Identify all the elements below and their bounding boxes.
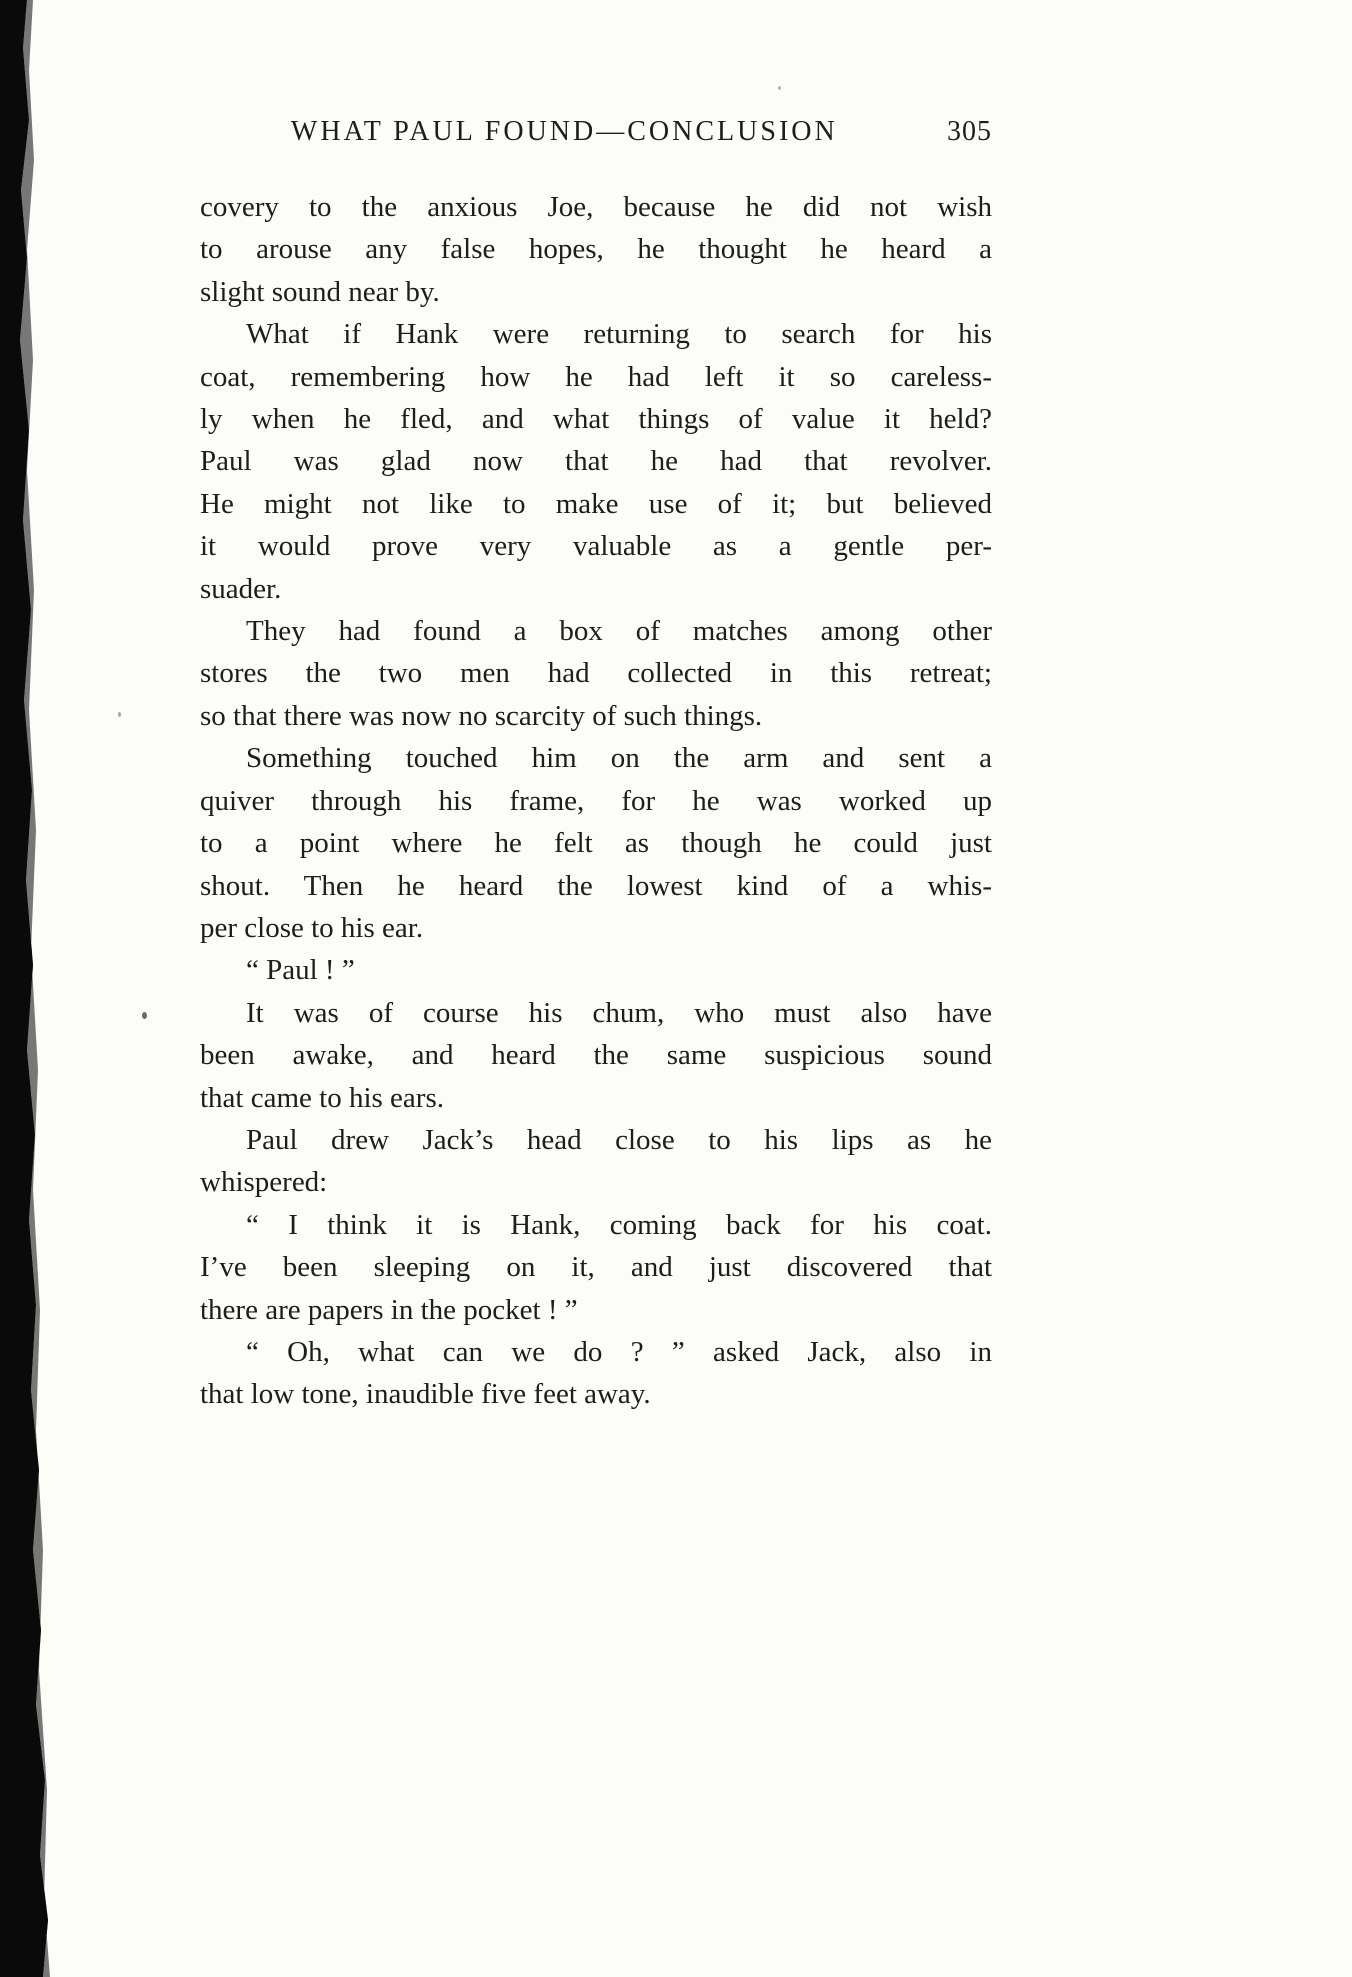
page-body [200,186,992,1416]
paragraph [200,610,992,737]
text-line: Paul drew Jack’s head close to his lips as he [246,1123,992,1156]
text-line: suader. [200,572,282,605]
text-line: “ I think it is Hank, coming back for his coat. [246,1208,992,1241]
text-line: stores the two men had collected in this retreat; [200,657,992,690]
running-header [200,112,992,152]
binding-shadow [0,0,70,1977]
text-line: “ Paul ! ” [246,954,355,987]
page-number: 305 [947,116,992,147]
text-line: Paul was glad now that he had that revolver. [200,445,992,478]
text-line: whispered: [200,1166,328,1199]
text-line: quiver through his frame, for he was worked up [200,784,992,817]
paragraph [200,1331,992,1416]
text-line: It was of course his chum, who must also have [246,996,992,1029]
text-line: been awake, and heard the same suspicious sound [200,1039,992,1072]
text-line: that low tone, inaudible five feet away. [200,1378,651,1411]
scan-speck [118,712,121,717]
text-line: Something touched him on the arm and sent a [246,742,992,775]
paragraph [200,737,992,949]
paragraph [200,1204,992,1331]
paragraph [200,313,992,610]
text-line: shout. Then he heard the lowest kind of a whis- [200,869,992,902]
text-line: slight sound near by. [200,275,440,308]
text-line: per close to his ear. [200,911,424,944]
text-line: to a point where he felt as though he could just [200,827,992,860]
text-line: coat, remembering how he had left it so careless- [200,360,992,393]
paragraph [200,186,992,313]
text-line: ly when he fled, and what things of value it held? [200,403,992,436]
text-line: there are papers in the pocket ! ” [200,1293,578,1326]
paragraph [200,1119,992,1204]
text-line: I’ve been sleeping on it, and just discovered that [200,1251,992,1284]
paragraph [200,992,992,1119]
paragraph [200,949,992,991]
header-title: WHAT PAUL FOUND—CONCLUSION [290,116,838,147]
text-line: He might not like to make use of it; but believed [200,487,992,520]
text-line: They had found a box of matches among other [246,615,992,648]
text-line: to arouse any false hopes, he thought he heard a [200,233,992,266]
text-line: so that there was now no scarcity of such things. [200,699,763,732]
text-line: “ Oh, what can we do ? ” asked Jack, also in [246,1335,992,1368]
scan-speck [778,86,781,90]
text-line: it would prove very valuable as a gentle per- [200,530,992,563]
text-block [200,112,992,1416]
text-line: that came to his ears. [200,1081,444,1114]
text-line: covery to the anxious Joe, because he did not wish [200,191,992,223]
text-line: What if Hank were returning to search for his [246,318,992,351]
scan-speck [142,1012,147,1019]
